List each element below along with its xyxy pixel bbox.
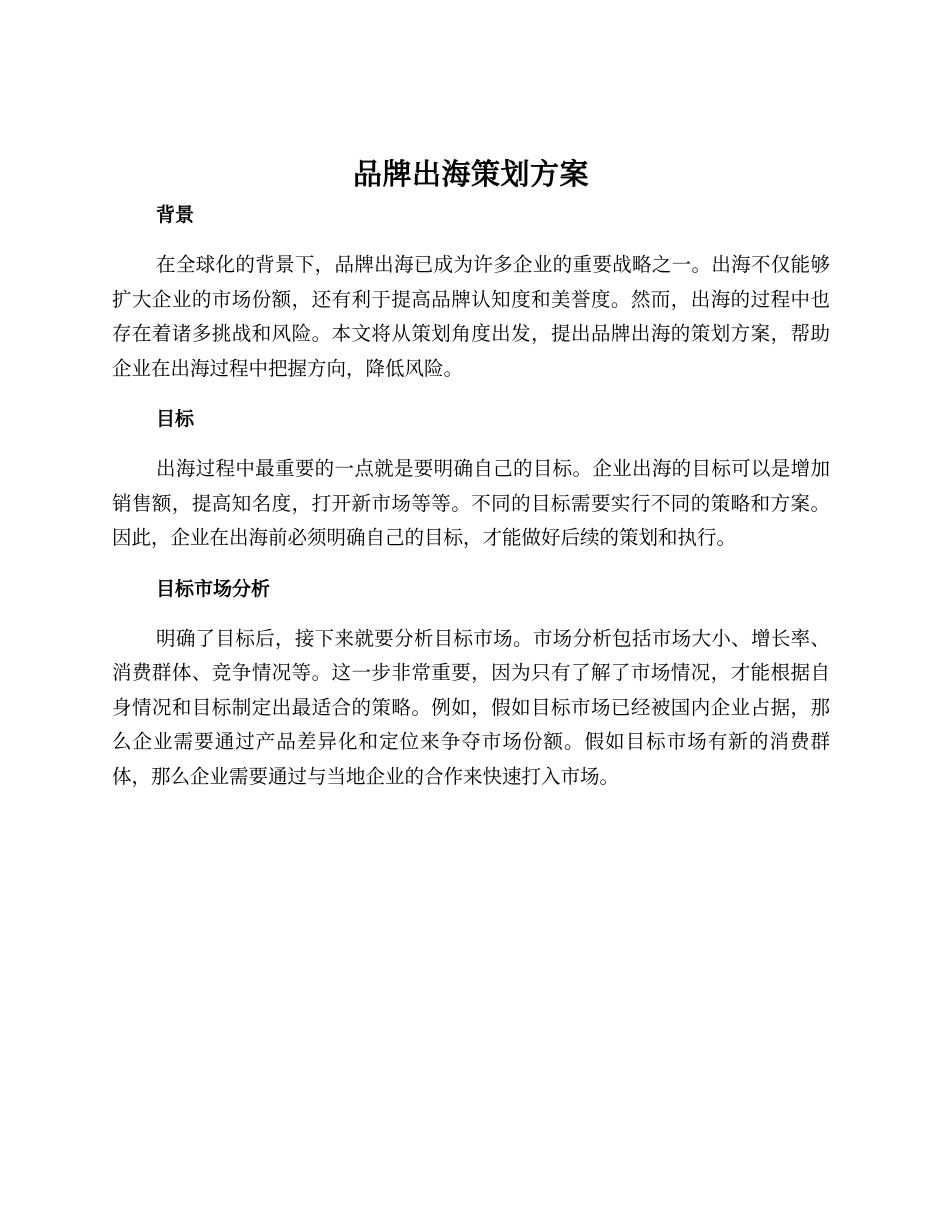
paragraph-background: 在全球化的背景下，品牌出海已成为许多企业的重要战略之一。出海不仅能够扩大企业的市场份额，还有利于提高品牌认知度和美誉度。然而，出海的过程中也存在着诸多挑战和风险。本文将从策划角度出发，提出品牌出海的策划方案，帮助企业在出海过程中把握方向，降低风险。	[112, 253, 830, 380]
paragraph-goals: 出海过程中最重要的一点就是要明确自己的目标。企业出海的目标可以是增加销售额，提高知名度，打开新市场等等。不同的目标需要实行不同的策略和方案。因此，企业在出海前必须明确自己的目标，才能做好后续的策划和执行。	[112, 457, 830, 549]
section-heading-market-analysis: 目标市场分析	[156, 577, 271, 600]
section-heading-background: 背景	[156, 204, 195, 226]
section-heading-goals: 目标	[156, 408, 195, 430]
section-background	[112, 200, 830, 386]
document-page	[112, 150, 830, 794]
document-title: 品牌出海策划方案	[352, 157, 589, 191]
paragraph-market-analysis: 明确了目标后，接下来就要分析目标市场。市场分析包括市场大小、增长率、消费群体、竞争情况等。这一步非常重要，因为只有了解了市场情况，才能根据自身情况和目标制定出最适合的策略。例如，假如目标市场已经被国内企业占据，那么企业需要通过产品差异化和定位来争夺市场份额。假如目标市场有新的消费群体，那么企业需要通过与当地企业的合作来快速打入市场。	[112, 626, 830, 788]
section-market-analysis	[112, 574, 830, 795]
section-goals	[112, 404, 830, 556]
